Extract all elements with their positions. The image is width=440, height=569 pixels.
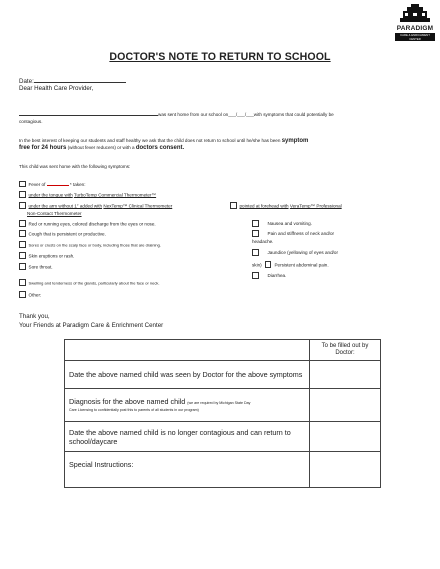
symptom-red-eyes: Red or running eyes, colored discharge from the eyes or nose.: [19, 221, 156, 228]
fever-value-field[interactable]: [47, 181, 69, 186]
forehead-checkbox[interactable]: [230, 202, 237, 209]
child-name-field[interactable]: [19, 110, 158, 116]
arm-checkbox[interactable]: [19, 202, 26, 209]
symptom-nausea: Nausea and vomiting.: [252, 221, 312, 228]
forehead-row-cont: Non-Contact Thermometer: [27, 211, 82, 216]
date-label: Date:: [19, 78, 34, 85]
logo-tagline: CARE & ENRICHMENT CENTER: [395, 33, 435, 41]
interest-line-1: In the best interest of keeping our students and staff healthy we ask that the child does not return to school until he/she has been symptom: [19, 138, 309, 144]
symptom-diarrhea: Diarrhea.: [252, 273, 286, 280]
contagious-text: contagious.: [19, 119, 43, 124]
cough-checkbox[interactable]: [19, 230, 26, 237]
sent-home-line: was sent home from our school on___/___/___with symptoms that could potentially be: [19, 110, 334, 118]
interest-line-2: free for 24 hours (without fever reducers) or with a doctors consent.: [19, 145, 185, 151]
greeting: Dear Health Care Provider,: [19, 85, 94, 92]
closing-thanks: Thank you,: [19, 313, 50, 320]
fever-row: Fever of * taken:: [19, 181, 86, 188]
symptom-pain: Pain and stiffness of neck and/or: [252, 231, 334, 238]
abdominal-checkbox[interactable]: [265, 261, 272, 268]
row-contagious-input[interactable]: [310, 422, 381, 452]
symptom-jaundice: Jaundice (yellowing of eyes and/or: [252, 250, 338, 257]
paradigm-logo: [394, 4, 436, 40]
forehead-row: pointed at forehead with VeraTemp™ Professional: [230, 203, 342, 210]
doctor-table: [64, 339, 381, 488]
logo-name: PARADIGM: [396, 25, 434, 32]
red-eyes-checkbox[interactable]: [19, 220, 26, 227]
tongue-checkbox[interactable]: [19, 191, 26, 198]
sore-throat-checkbox[interactable]: [19, 263, 26, 270]
row-seen-label: Date the above named child was seen by Doctor for the above symptoms: [65, 361, 310, 389]
arm-row: under the arm without 1° added with NexTemp™ Clinical Thermometer: [19, 203, 172, 210]
row-instructions-label: Special Instructions:: [65, 452, 310, 488]
fever-checkbox[interactable]: [19, 181, 26, 188]
symptom-pain-cont: headache.: [252, 239, 274, 244]
skin-checkbox[interactable]: [19, 252, 26, 259]
date-field[interactable]: [34, 76, 126, 83]
row-instructions-input[interactable]: [310, 452, 381, 488]
other-checkbox[interactable]: [19, 291, 26, 298]
symptom-sore-throat: Sore throat.: [19, 264, 53, 271]
jaundice-checkbox[interactable]: [252, 249, 259, 256]
closing-signature: Your Friends at Paradigm Care & Enrichment Center: [19, 322, 164, 329]
symptom-cough: Cough that is persistent or productive.: [19, 231, 106, 238]
row-diagnosis-input[interactable]: [310, 389, 381, 422]
pain-checkbox[interactable]: [252, 230, 259, 237]
symptoms-intro: This child was sent home with the following symptoms:: [19, 164, 131, 169]
symptom-other: Other:: [19, 292, 41, 299]
row-diagnosis-label: Diagnosis for the above named child (we are required by Michigan State Day Care Licensing to confidentially post this to parents of all students in our program): [65, 389, 310, 422]
symptom-abdominal: skin) Persistent abdominal pain.: [252, 262, 329, 268]
row-contagious-label: Date the above named child is no longer contagious and can return to school/daycare: [65, 422, 310, 452]
page-title: DOCTOR'S NOTE TO RETURN TO SCHOOL: [109, 51, 331, 63]
logo-emblem-icon: [394, 4, 436, 26]
swelling-checkbox[interactable]: [19, 279, 26, 286]
symptom-skin: Skin eruptions or rash.: [19, 253, 74, 260]
symptom-sores: Sores or crusts on the scalp face or body, including those that are draining.: [19, 242, 161, 249]
symptom-swelling: Swelling and tenderness of the glands, particularly about the face or neck.: [19, 280, 159, 287]
sent-home-date[interactable]: ___/___/___: [228, 112, 254, 117]
sores-checkbox[interactable]: [19, 241, 26, 248]
tongue-row: under the tongue with TurboTemp Commercial Thermometer™: [19, 192, 156, 199]
diarrhea-checkbox[interactable]: [252, 272, 259, 279]
row-seen-input[interactable]: [310, 361, 381, 389]
header-blank-cell: [65, 340, 310, 361]
doctor-header-cell: To be filled out by Doctor:: [310, 340, 381, 361]
nausea-checkbox[interactable]: [252, 220, 259, 227]
